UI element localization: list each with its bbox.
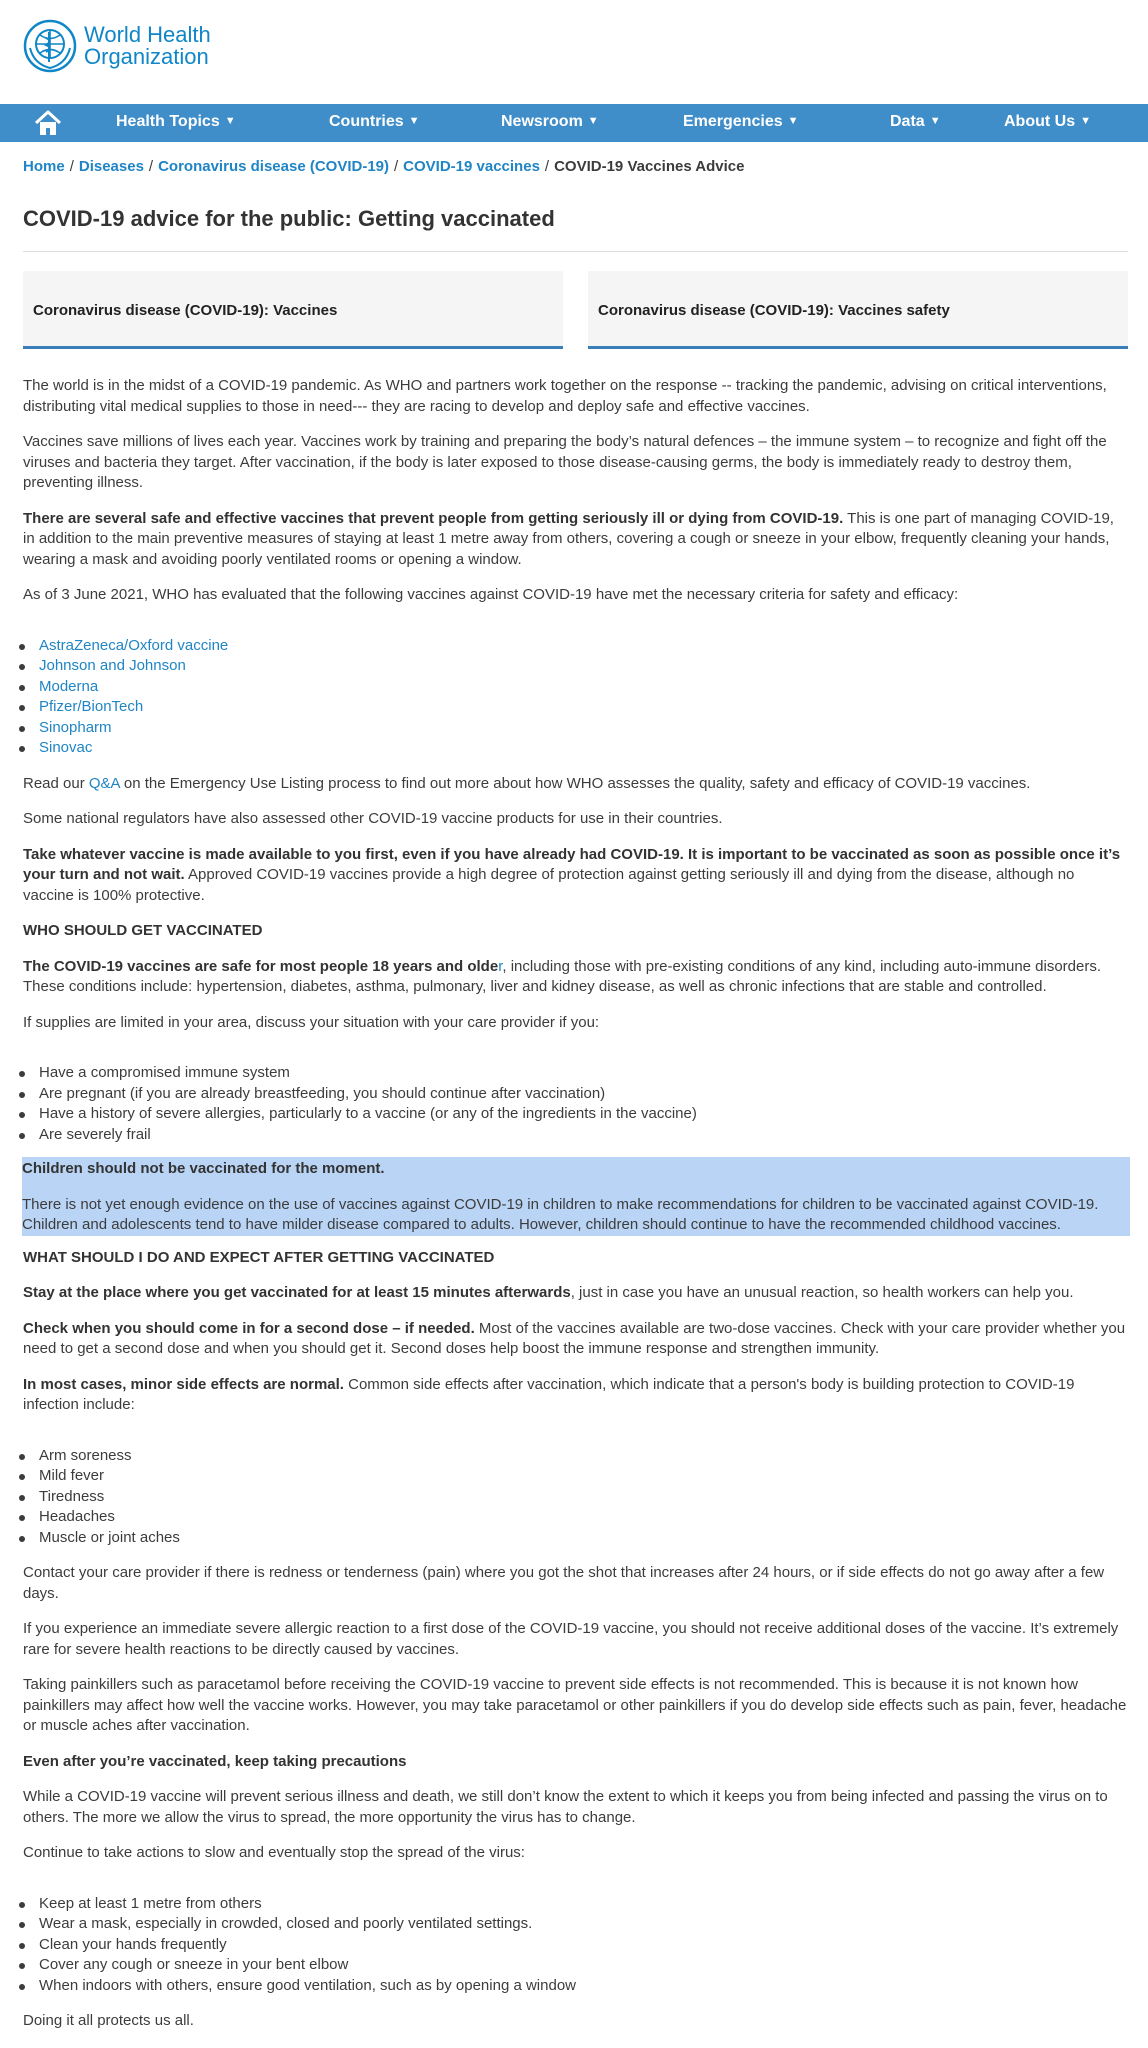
title-divider [23, 251, 1128, 252]
take-vaccine-paragraph: Take whatever vaccine is made available to you first, even if you have already had COVID-19. It is important to be vaccinated as soon as possible once it’s your turn and not wait. Approved COVID-19 vaccines provide a high degree of protection against getting seriously ill and dying from the disease, although no vaccine is 100% protective. [23, 845, 1121, 904]
list-item: Are pregnant (if you are already breastfeeding, you should continue after vaccination) [39, 1084, 1129, 1105]
card-vaccines[interactable] [23, 271, 563, 349]
intro-paragraph: The world is in the midst of a COVID-19 pandemic. As WHO and partners work together on the response -- tracking the pandemic, advising on critical interventions, distributing vital medical supplies to those in need--- they are racing to develop and deploy safe and effective vaccines. [23, 377, 1107, 415]
nav-data[interactable]: Data ▼ [890, 113, 941, 130]
painkillers-paragraph: Taking painkillers such as paracetamol before receiving the COVID-19 vaccine to prevent side effects is not recommended. This is because it is not known how painkillers may affect how well the vaccine works. However, you may take paracetamol or other painkillers if you do develop side effects such as pain, fever, headache or muscle aches after vaccination. [23, 1676, 1127, 1734]
list-item: Have a compromised immune system [39, 1063, 1129, 1084]
site-header [0, 0, 1148, 104]
stay-paragraph: Stay at the place where you get vaccinated for at least 15 minutes afterwards, just in case you have an unusual reaction, so health workers can help you. [23, 1284, 1074, 1301]
breadcrumb-diseases[interactable]: Diseases [78, 158, 144, 175]
who-emblem-icon [22, 18, 78, 74]
vaccine-link-astrazeneca[interactable]: AstraZeneca/Oxford vaccine [39, 636, 229, 654]
logo-line-1: World Health [84, 22, 211, 47]
vaccine-link-sinovac[interactable]: Sinovac [39, 739, 93, 756]
qa-paragraph: Read our Q&A on the Emergency Use Listing process to find out more about how WHO assesses the quality, safety and efficacy of COVID-19 vaccines. [23, 774, 1031, 792]
list-item: Tiredness [39, 1487, 1129, 1508]
closing-paragraph: Doing it all protects us all. [23, 2012, 194, 2029]
list-item [39, 718, 1129, 739]
breadcrumb-home[interactable]: Home [23, 158, 65, 175]
nav-newsroom[interactable]: Newsroom ▼ [501, 113, 599, 130]
nav-countries[interactable]: Countries ▼ [329, 113, 420, 130]
older-link[interactable]: r [498, 957, 503, 975]
regulators-paragraph: Some national regulators have also assessed other COVID-19 vaccine products for use in their countries. [23, 810, 723, 827]
breadcrumb-current: COVID-19 Vaccines Advice [554, 158, 745, 175]
nav-health-topics[interactable]: Health Topics ▼ [116, 113, 236, 130]
precautions-list [23, 1894, 1129, 1997]
list-item: When indoors with others, ensure good ventilation, such as by opening a window [39, 1976, 1129, 1997]
prevent-illness-paragraph: While a COVID-19 vaccine will prevent serious illness and death, we still don’t know the extent to which it keeps you from being infected and passing the virus on to others. The more we allow the virus to spread, the more opportunity the virus has to change. [23, 1788, 1108, 1826]
list-item: Mild fever [39, 1466, 1129, 1487]
continue-actions-paragraph: Continue to take actions to slow and eventually stop the spread of the virus: [23, 1844, 525, 1861]
vaccine-list [23, 636, 1129, 759]
chevron-down-icon: ▼ [787, 115, 799, 127]
safe-for-most-paragraph: The COVID-19 vaccines are safe for most people 18 years and older, including those with pre-existing conditions of any kind, including auto-immune disorders. These conditions include: hypertension, diabetes, asthma, pulmonary, liver and kidney disease, as well as chronic infections that are stable and controlled. [23, 957, 1102, 995]
list-item [39, 677, 1129, 698]
logo-line-2: Organization [84, 44, 209, 69]
vaccine-link-pfizer[interactable]: Pfizer/BionTech [39, 698, 144, 715]
list-item: Headaches [39, 1507, 1129, 1528]
list-item: Clean your hands frequently [39, 1935, 1129, 1956]
vaccine-link-moderna[interactable]: Moderna [39, 677, 99, 695]
section-heading-precautions: Even after you’re vaccinated, keep taking precautions [23, 1752, 407, 1770]
conditions-list [23, 1063, 1129, 1145]
children-highlight [22, 1157, 1130, 1236]
list-item [39, 636, 1129, 657]
list-item: Have a history of severe allergies, particularly to a vaccine (or any of the ingredients in the vaccine) [39, 1104, 1129, 1125]
list-item: Keep at least 1 metre from others [39, 1894, 1129, 1915]
breadcrumb-vaccines[interactable]: COVID-19 vaccines [403, 158, 540, 175]
section-heading-who: WHO SHOULD GET VACCINATED [23, 922, 263, 939]
children-heading: Children should not be vaccinated for the moment. [22, 1160, 385, 1177]
card-vaccines-safety-label: Coronavirus disease (COVID-19): Vaccines safety [598, 302, 950, 319]
list-item [39, 656, 1129, 677]
list-item: Wear a mask, especially in crowded, closed and poorly ventilated settings. [39, 1914, 1129, 1935]
chevron-down-icon: ▼ [224, 115, 236, 127]
list-item: Cover any cough or sneeze in your bent elbow [39, 1955, 1129, 1976]
vaccine-link-jnj[interactable]: Johnson and Johnson [39, 657, 186, 674]
second-dose-paragraph: Check when you should come in for a second dose – if needed. Most of the vaccines available are two-dose vaccines. Check with your care provider whether you need to get a second dose and when you should get it. Second doses help boost the immune response and strengthen immunity. [23, 1319, 1126, 1357]
vaccine-link-sinopharm[interactable]: Sinopharm [39, 718, 112, 736]
chevron-down-icon: ▼ [1080, 115, 1091, 127]
section-heading-after: WHAT SHOULD I DO AND EXPECT AFTER GETTING VACCINATED [23, 1248, 495, 1266]
list-item [39, 738, 1129, 759]
safe-vaccines-paragraph: There are several safe and effective vaccines that prevent people from getting seriously ill or dying from COVID-19. This is one part of managing COVID-19, in addition to the main preventive measures of staying at least 1 metre away from others, covering a cough or sneeze in your elbow, frequently cleaning your hands, wearing a mask and avoiding poorly ventilated rooms or opening a window. [23, 509, 1114, 568]
list-item: Muscle or joint aches [39, 1528, 1129, 1549]
side-effects-list [23, 1446, 1129, 1549]
vaccines-save-paragraph: Vaccines save millions of lives each year. Vaccines work by training and preparing the body’s natural defences – the immune system – to recognize and fight off the viruses and bacteria they target. After vaccination, if the body is later exposed to those disease-causing germs, the body is immediately ready to destroy them, preventing illness. [23, 433, 1107, 491]
list-item: Arm soreness [39, 1446, 1129, 1467]
list-item: Are severely frail [39, 1125, 1129, 1146]
nav-emergencies[interactable]: Emergencies ▼ [683, 113, 799, 130]
evaluated-paragraph: As of 3 June 2021, WHO has evaluated that the following vaccines against COVID-19 have met the necessary criteria for safety and efficacy: [23, 586, 959, 603]
chevron-down-icon: ▼ [587, 115, 599, 127]
card-vaccines-label: Coronavirus disease (COVID-19): Vaccines [33, 302, 338, 319]
contact-provider-paragraph: Contact your care provider if there is redness or tenderness (pain) where you got the shot that increases after 24 hours, or if side effects do not go away after a few days. [23, 1564, 1105, 1602]
nav-about-us[interactable]: About Us ▼ [1004, 113, 1091, 130]
allergic-reaction-paragraph: If you experience an immediate severe allergic reaction to a first dose of the COVID-19 vaccine, you should not receive additional doses of the vaccine. It’s extremely rare for severe health reactions to be directly caused by vaccines. [23, 1620, 1119, 1658]
breadcrumb: Home / Diseases / Coronavirus disease (COVID-19) / COVID-19 vaccines / COVID-19 Vaccines Advice [23, 158, 745, 175]
side-effects-paragraph: In most cases, minor side effects are normal. Common side effects after vaccination, which indicate that a person's body is building protection to COVID-19 infection include: [23, 1375, 1075, 1413]
who-logo[interactable] [22, 18, 211, 74]
card-vaccines-safety[interactable] [588, 271, 1128, 349]
home-icon[interactable] [33, 109, 63, 137]
main-nav [0, 104, 1148, 142]
chevron-down-icon: ▼ [408, 115, 420, 127]
breadcrumb-covid[interactable]: Coronavirus disease (COVID-19) [158, 158, 389, 175]
list-item [39, 697, 1129, 718]
page-title: COVID-19 advice for the public: Getting vaccinated [23, 206, 555, 231]
children-paragraph: There is not yet enough evidence on the use of vaccines against COVID-19 in children to make recommendations for children to be vaccinated against COVID-19. Children and adolescents tend to have milder disease compared to adults. However, children should continue to have the recommended childhood vaccines. [22, 1195, 1099, 1233]
article-body [23, 376, 1129, 2032]
supplies-limited-paragraph: If supplies are limited in your area, discuss your situation with your care provider if you: [23, 1013, 600, 1031]
qa-link[interactable]: Q&A [88, 774, 120, 792]
chevron-down-icon: ▼ [929, 115, 941, 127]
